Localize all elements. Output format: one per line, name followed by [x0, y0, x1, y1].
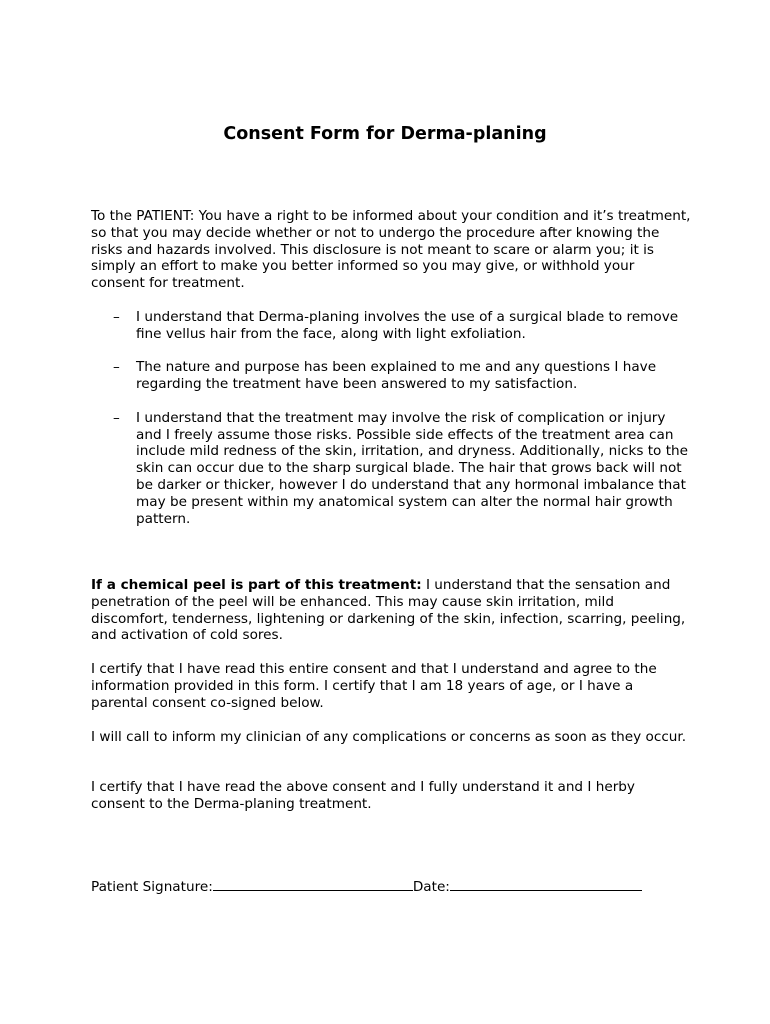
certify-read-paragraph: I certify that I have read this entire consent and that I understand and agree to the information provided in this form. I certify that I am 18 years of age, or I have a parental consent co-signed below.: [91, 661, 657, 711]
form-title: Consent Form for Derma-planing: [223, 124, 547, 144]
certify-consent-paragraph: I certify that I have read the above consent and I fully understand it and I herby consent to the Derma-planing treatment.: [91, 779, 635, 812]
list-item: [91, 410, 691, 528]
bullet-dash: –: [113, 309, 120, 325]
bullet-dash: –: [113, 409, 120, 426]
signature-row: [91, 878, 642, 896]
list-item-text: The nature and purpose has been explained to me and any questions I have regarding the treatment have been answered to my satisfaction.: [136, 359, 657, 393]
signature-field[interactable]: [213, 878, 413, 891]
signature-label: Patient Signature:: [91, 879, 213, 895]
intro-paragraph: To the PATIENT: You have a right to be informed about your condition and it’s treatment, so that you may decide whether or not to undergo the procedure after knowing the risks and hazards involved. This disclosure is not meant to scare or alarm you; it is simply an effort to make you better informed so you may give, or withhold your consent for treatment.: [91, 208, 691, 292]
date-field[interactable]: [450, 878, 642, 891]
chemical-peel-heading: If a chemical peel is part of this treatment:: [91, 577, 422, 593]
call-clinician-paragraph: I will call to inform my clinician of any complications or concerns as soon as they occur.: [91, 729, 687, 745]
bullet-dash: –: [113, 359, 120, 376]
list-item-text: I understand that the treatment may involve the risk of complication or injury and I freely assume those risks. Possible side effects of the treatment area can include mild redness of the skin, irritation, and dryness. Additionally, nicks to the skin can occur due to the sharp surgical blade. The hair that grows back will not be darker or thicker, however I do understand that any hormonal imbalance that may be present within my anatomical system can alter the normal hair growth pattern.: [136, 409, 689, 527]
date-label: Date:: [412, 879, 450, 895]
chemical-peel-text: I understand that the sensation and penetration of the peel will be enhanced. This may cause skin irritation, mild discomfort, tenderness, lightening or darkening of the skin, infection, scarring, peeling, and activation of cold sores.: [91, 577, 686, 644]
list-item: [91, 359, 691, 393]
list-item: [91, 309, 691, 343]
acknowledgement-list: [91, 309, 691, 544]
list-item-text: I understand that Derma-planing involves the use of a surgical blade to remove fine vellus hair from the face, along with light exfoliation.: [136, 309, 679, 342]
chemical-peel-paragraph: [91, 577, 691, 644]
